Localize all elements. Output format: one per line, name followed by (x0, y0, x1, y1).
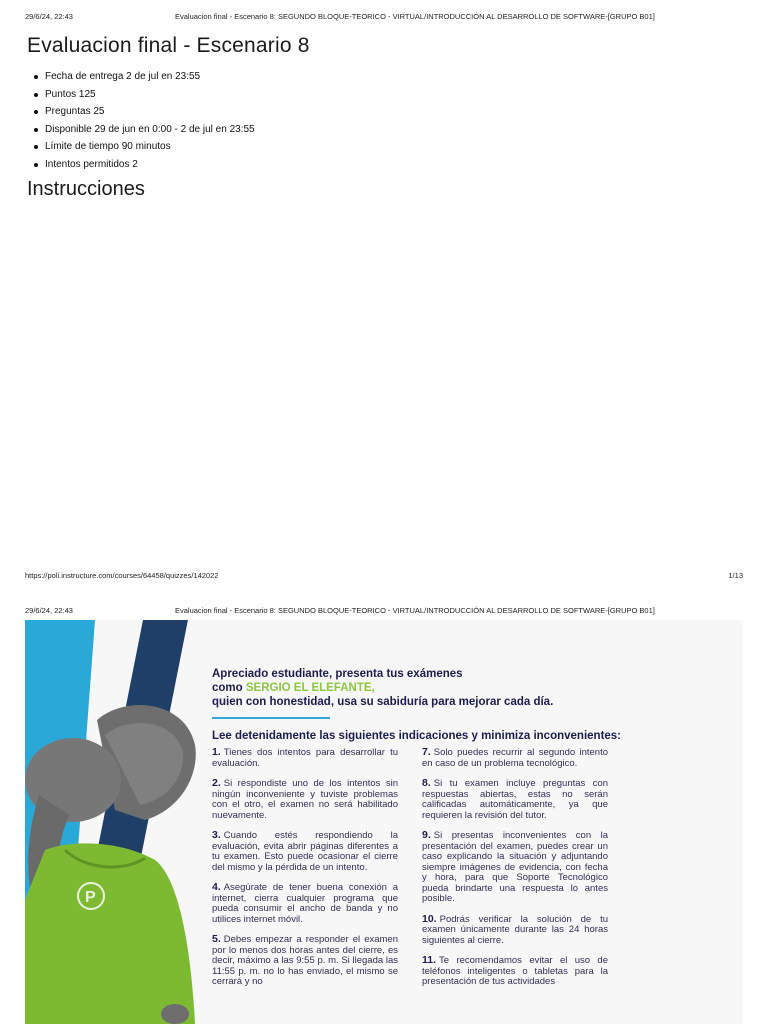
item-text: Tienes dos intentos para desarrollar tu evaluación. (212, 747, 398, 769)
detail-time-limit: Límite de tiempo 90 minutos (45, 138, 255, 156)
instruction-item (212, 747, 398, 769)
item-text: Si presentas inconvenientes con la presentación del examen, puedes crear un caso explicando la situación y adjuntando siempre imágenes de evidencia, con fecha y hora, para que Soporte Tecnológico pueda brindarte una respuesta lo antes posible. (422, 830, 608, 904)
intro-line-1: Apreciado estudiante, presenta tus exámenes (212, 668, 463, 680)
item-text: Cuando estés respondiendo la evaluación, evita abrir páginas diferentes a tu examen. Esto puede ocasionar el cierre del mismo y la pérdida de un intento. (212, 830, 398, 873)
print-date: 29/6/24, 22:43 (25, 606, 73, 615)
quiz-details-list (45, 68, 255, 173)
item-text: Si respondiste uno de los intentos sin ningún inconveniente y tuviste problemas con el otro, el examen no será habilitado nuevamente. (212, 778, 398, 821)
item-number: 11. (422, 954, 437, 966)
page-break (0, 590, 768, 600)
print-title: Evaluacion final - Escenario 8: SEGUNDO BLOQUE-TEORICO - VIRTUAL/INTRODUCCIÓN AL DESARROLLO DE SOFTWARE-[GRUPO B01] (175, 12, 655, 21)
instructions-column-left (212, 747, 398, 997)
instruction-item (422, 914, 608, 947)
print-header (25, 606, 743, 618)
instructions-lead: Lee detenidamente las siguientes indicaciones y minimiza inconvenientes: (212, 730, 622, 742)
instruction-item (422, 955, 608, 988)
print-date: 29/6/24, 22:43 (25, 12, 73, 21)
item-text: Te recomendamos evitar el uso de teléfonos inteligentes o tabletas para la presentación de tus actividades (422, 955, 608, 987)
intro-highlight: SERGIO EL ELEFANTE, (245, 682, 375, 694)
item-number: 1. (212, 746, 221, 758)
detail-attempts: Intentos permitidos 2 (45, 156, 255, 174)
instruction-item (422, 778, 608, 821)
item-text: Asegúrate de tener buena conexión a internet, cierra cualquier programa que pueda consumir el ancho de banda y no utilices internet móvil. (212, 882, 398, 925)
print-header (25, 12, 743, 24)
instruction-item (422, 830, 608, 905)
quiz-title: Evaluacion final - Escenario 8 (27, 34, 310, 57)
item-number: 10. (422, 912, 437, 925)
item-text: Solo puedes recurrir al segundo intento en caso de un problema tecnológico. (422, 747, 608, 769)
instruction-item (212, 882, 398, 925)
intro-line-2-prefix: como (212, 682, 246, 694)
instruction-item (212, 934, 398, 988)
item-text: Podrás verificar la solución de tu examen únicamente durante las 24 horas siguientes al cierre. (422, 913, 608, 946)
detail-questions: Preguntas 25 (45, 103, 255, 121)
instruction-item (422, 747, 608, 769)
intro-underline (212, 717, 330, 719)
item-number: 5. (212, 933, 221, 945)
banner-intro (212, 667, 553, 709)
intro-line-3: quien con honestidad, usa su sabiduría para mejorar cada día. (212, 696, 554, 708)
item-text: Debes empezar a responder el examen por lo menos dos horas antes del cierre, es decir, máximo a las 9:55 p. m. Si llegada las 11:55 p. m. no lo has enviado, el mismo se cerrará y no (212, 934, 398, 987)
detail-available: Disponible 29 de jun en 0:00 - 2 de jul en 23:55 (45, 121, 255, 139)
print-footer (25, 571, 743, 583)
page-number: 1/13 (728, 571, 743, 580)
page-url-link[interactable]: https://poli.instructure.com/courses/64458/quizzes/142022 (25, 571, 219, 580)
item-number: 7. (422, 746, 431, 758)
item-number: 3. (212, 829, 221, 841)
item-number: 9. (422, 829, 431, 841)
print-title: Evaluacion final - Escenario 8: SEGUNDO BLOQUE-TEORICO - VIRTUAL/INTRODUCCIÓN AL DESARROLLO DE SOFTWARE-[GRUPO B01] (175, 606, 655, 615)
item-text: Si tu examen incluye preguntas con respuestas abiertas, estas no serán calificadas automáticamente, ya que requieren la revisión del tutor. (422, 778, 608, 821)
item-number: 4. (212, 881, 221, 893)
svg-text:P: P (85, 889, 96, 906)
instruction-item (212, 830, 398, 873)
item-number: 2. (212, 777, 221, 789)
detail-due-date: Fecha de entrega 2 de jul en 23:55 (45, 68, 255, 86)
exam-instructions-banner (25, 620, 743, 1024)
elephant-mascot-image (25, 700, 200, 1024)
instruction-item (212, 778, 398, 821)
instructions-column-right (422, 747, 608, 997)
instructions-heading: Instrucciones (27, 178, 145, 200)
item-number: 8. (422, 777, 431, 789)
detail-points: Puntos 125 (45, 86, 255, 104)
print-page-2 (0, 600, 768, 1024)
